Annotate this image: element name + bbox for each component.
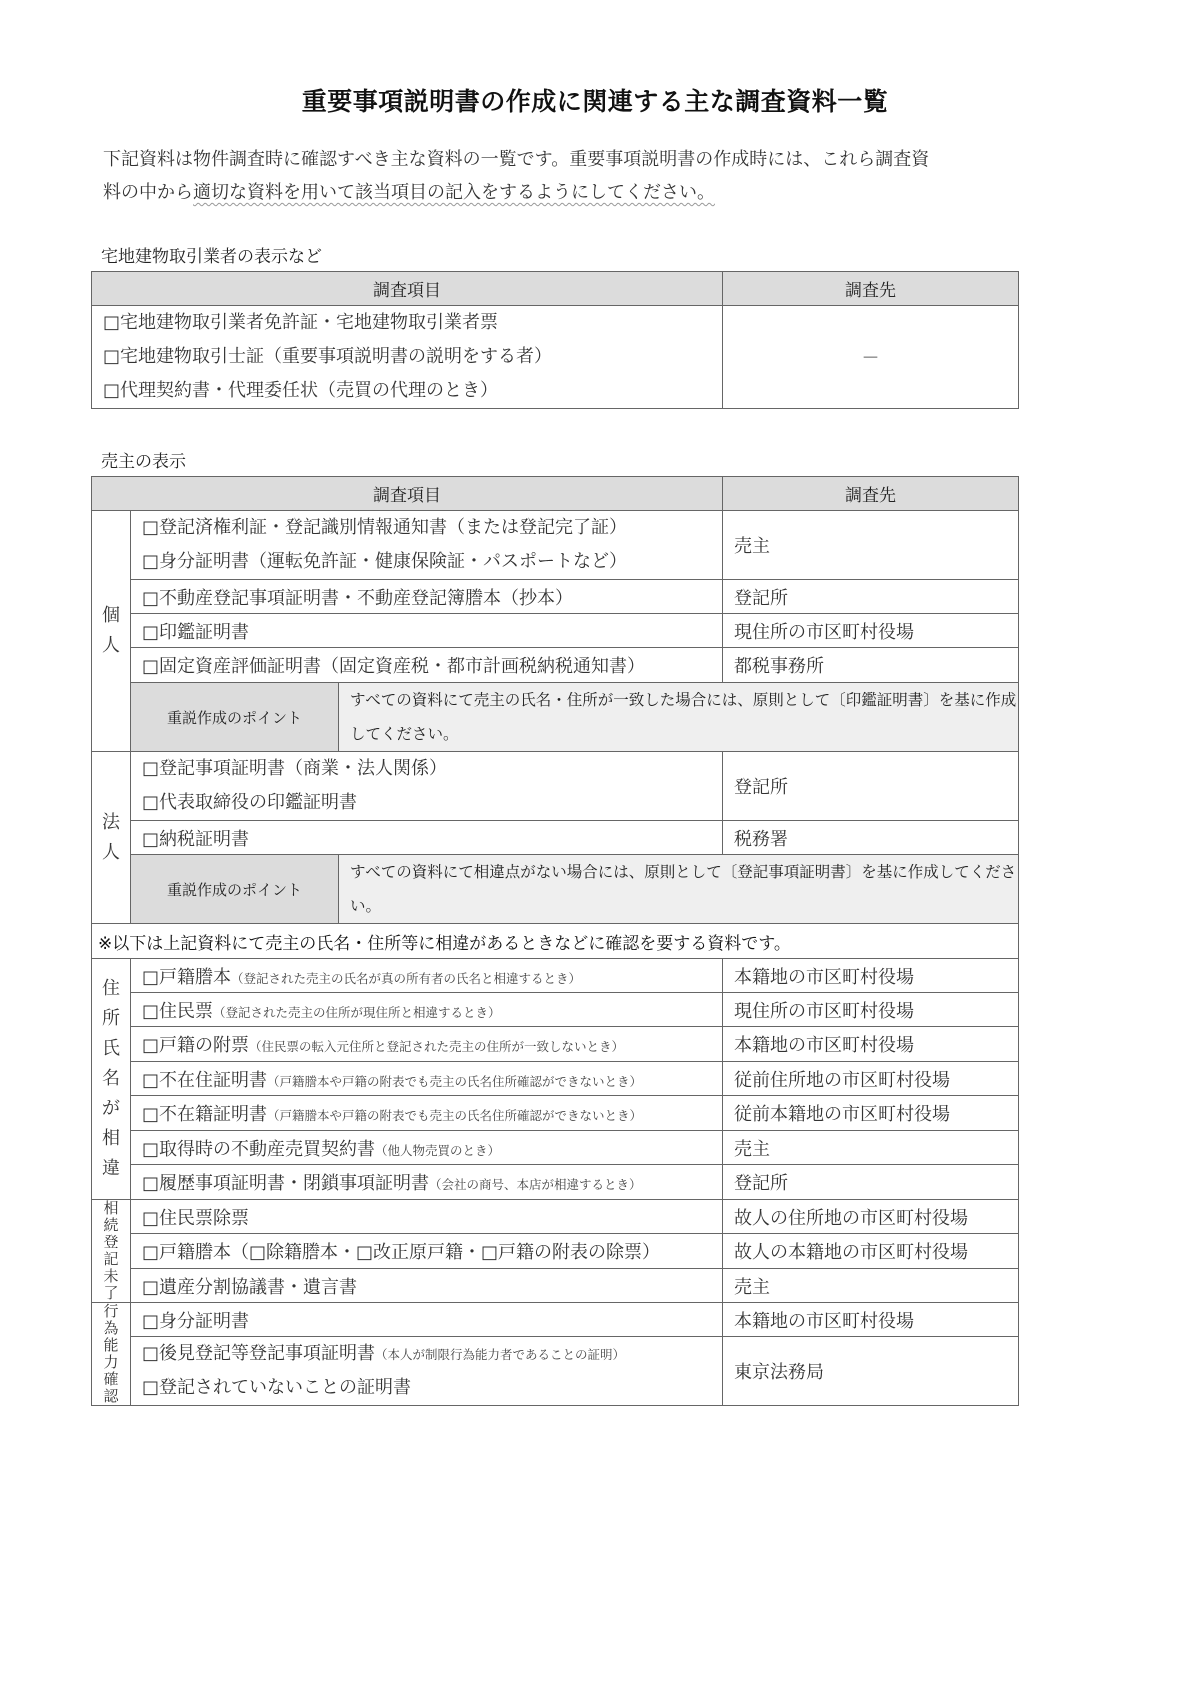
item-label: 登記事項証明書（商業・法人関係）: [159, 758, 448, 779]
checklist-item[interactable]: [142, 752, 722, 786]
checkbox-icon[interactable]: □: [103, 346, 121, 367]
table-row: [92, 580, 1019, 614]
checkbox-icon[interactable]: □: [142, 1069, 160, 1091]
table-row: [92, 1234, 1019, 1269]
item-label: 宅地建物取引士証（重要事項説明書の説明をする者）: [120, 346, 553, 367]
item-label: 住民票除票: [159, 1207, 250, 1229]
item-label: 登記済権利証・登記識別情報通知書（または登記完了証）: [159, 517, 628, 538]
checklist-item[interactable]: [142, 511, 722, 545]
table-row: [92, 993, 1019, 1027]
checkbox-icon[interactable]: □: [142, 517, 160, 538]
item-label: 代表取締役の印鑑証明書: [159, 792, 358, 813]
checkbox-icon[interactable]: □: [142, 551, 160, 572]
point-label: 重説作成のポイント: [131, 855, 339, 924]
group-label-char: が: [102, 1098, 120, 1119]
source-cell: 登記所: [723, 580, 1019, 614]
group-label-char: 記: [103, 1250, 119, 1268]
checkbox-icon[interactable]: □: [142, 758, 160, 779]
table-row: [92, 306, 1019, 409]
item-condition: （戸籍謄本や戸籍の附表でも売主の氏名住所確認ができないとき）: [267, 1108, 643, 1123]
seller-table: [91, 476, 1019, 1406]
checklist-item[interactable]: [131, 1131, 723, 1165]
group-label-inheritance: [92, 1200, 131, 1303]
group-label-char: 人: [102, 841, 120, 863]
group-label-char: 個: [102, 605, 120, 626]
group-label-char: 相: [103, 1199, 119, 1217]
table-row: [92, 1027, 1019, 1062]
item-label: 身分証明書: [159, 1310, 250, 1332]
item-label: 不在住証明書: [159, 1069, 268, 1091]
source-cell: 従前住所地の市区町村役場: [723, 1062, 1019, 1096]
group-label-char: 人: [102, 635, 120, 656]
table-row: [92, 511, 1019, 580]
checklist-item[interactable]: [142, 545, 722, 579]
section-label-seller: 売主の表示: [101, 452, 186, 472]
item-label: 遺産分割協議書・遺言書: [159, 1276, 358, 1298]
item-label: 登記されていないことの証明書: [159, 1377, 412, 1398]
header-item: 調査項目: [92, 272, 723, 306]
table-row: [92, 1200, 1019, 1234]
item-label: 取得時の不動産売買契約書: [159, 1138, 376, 1160]
group-label-char: 確: [103, 1370, 119, 1388]
item-condition: （本人が制限行為能力者であることの証明）: [375, 1347, 626, 1362]
checkbox-icon[interactable]: □: [142, 792, 160, 813]
checkbox-icon[interactable]: □: [142, 1104, 160, 1125]
group-label-char: 氏: [102, 1038, 120, 1059]
group-label-char: 所: [102, 1008, 120, 1029]
item-label: 納税証明書: [159, 828, 250, 850]
table-row: [92, 614, 1019, 648]
source-cell: 現住所の市区町村役場: [723, 614, 1019, 648]
item-cell: [131, 1337, 723, 1406]
header-source: 調査先: [723, 272, 1019, 306]
intro-line-2-prefix: 料の中から: [103, 182, 193, 203]
table-row: [92, 1062, 1019, 1096]
item-label: 戸籍の附票: [159, 1035, 250, 1056]
item-label: 履歴事項証明書・閉鎖事項証明書: [159, 1173, 430, 1194]
checklist-item[interactable]: [131, 1062, 723, 1096]
checkbox-icon[interactable]: □: [142, 621, 160, 643]
group-label-char: 名: [102, 1068, 120, 1089]
checkbox-icon[interactable]: □: [142, 656, 160, 677]
checklist-item[interactable]: [103, 374, 722, 408]
table-row: [92, 821, 1019, 855]
source-cell: 現住所の市区町村役場: [723, 993, 1019, 1027]
group-label-individual: [92, 511, 131, 752]
note-text: ※以下は上記資料にて売主の氏名・住所等に相違があるときなどに確認を要する資料です。: [92, 924, 1019, 959]
intro-underlined-instruction: 適切な資料を用いて該当項目の記入をするようにしてください。: [193, 182, 715, 203]
checklist-item[interactable]: [131, 614, 723, 648]
point-label: 重説作成のポイント: [131, 683, 339, 752]
item-condition: （登記された売主の住所が現住所と相違するとき）: [213, 1004, 501, 1020]
group-label-capacity: [92, 1303, 131, 1406]
checkbox-icon[interactable]: □: [142, 1207, 160, 1229]
point-row: [92, 683, 1019, 752]
item-label: 後見登記等登記事項証明書: [159, 1343, 376, 1364]
table-row: [92, 648, 1019, 683]
table-header-row: [92, 477, 1019, 511]
checklist-item[interactable]: [131, 1027, 723, 1062]
intro-line-1: 下記資料は物件調査時に確認すべき主な資料の一覧です。重要事項説明書の作成時には、これら調査資: [103, 149, 930, 170]
item-label: 身分証明書（運転免許証・健康保険証・パスポートなど）: [159, 551, 628, 572]
checkbox-icon[interactable]: □: [142, 1242, 160, 1263]
item-condition: （登記された売主の氏名が真の所有者の氏名と相違するとき）: [231, 970, 582, 986]
source-cell: 本籍地の市区町村役場: [723, 1027, 1019, 1062]
table-row: [92, 752, 1019, 821]
checklist-item[interactable]: [131, 1200, 723, 1234]
group-label-char: 未: [103, 1267, 119, 1285]
checklist-item[interactable]: [131, 1096, 723, 1131]
checklist-item[interactable]: [131, 993, 723, 1027]
checkbox-icon[interactable]: □: [142, 828, 160, 850]
note-row: [92, 924, 1019, 959]
group-label-char: 違: [102, 1158, 120, 1179]
checkbox-icon[interactable]: □: [142, 1343, 160, 1364]
page-title: 重要事項説明書の作成に関連する主な調査資料一覧: [301, 87, 889, 116]
point-text: すべての資料にて売主の氏名・住所が一致した場合には、原則として〔印鑑証明書〕を基に作成してください。: [339, 683, 1019, 752]
checkbox-icon[interactable]: □: [142, 1310, 160, 1332]
source-cell: 故人の住所地の市区町村役場: [723, 1200, 1019, 1234]
checkbox-icon[interactable]: □: [142, 1377, 160, 1398]
checklist-item[interactable]: [142, 1337, 722, 1371]
checkbox-icon[interactable]: □: [103, 380, 121, 401]
source-cell: 本籍地の市区町村役場: [723, 959, 1019, 993]
item-label: 戸籍謄本: [159, 966, 232, 988]
checkbox-icon[interactable]: □: [142, 1173, 160, 1194]
item-label: 代理契約書・代理委任状（売買の代理のとき）: [120, 380, 499, 401]
source-cell: 本籍地の市区町村役場: [723, 1303, 1019, 1337]
source-cell: 売主: [723, 1131, 1019, 1165]
licensee-table: [91, 271, 1019, 409]
table-row: [92, 1096, 1019, 1131]
table-row: [92, 1303, 1019, 1337]
checklist-item[interactable]: [142, 786, 722, 820]
table-row: [92, 1131, 1019, 1165]
item-cell: [92, 306, 723, 409]
checklist-item[interactable]: [131, 1269, 723, 1303]
checkbox-icon[interactable]: □: [103, 312, 121, 333]
item-label: 固定資産評価証明書（固定資産税・都市計画税納税通知書）: [159, 656, 646, 677]
intro-paragraph: [103, 143, 1023, 209]
table-row: [92, 1337, 1019, 1406]
checkbox-icon[interactable]: □: [142, 1000, 160, 1022]
source-cell: 東京法務局: [723, 1337, 1019, 1406]
header-source: 調査先: [723, 477, 1019, 511]
checkbox-icon[interactable]: □: [142, 1276, 160, 1298]
item-cell: [131, 752, 723, 821]
intro-line-2: [103, 176, 1023, 209]
checklist-item[interactable]: [131, 1303, 723, 1337]
table-row: [92, 1165, 1019, 1200]
header-item: 調査項目: [92, 477, 723, 511]
section-label-licensee: 宅地建物取引業者の表示など: [101, 247, 322, 267]
point-row: [92, 855, 1019, 924]
item-label: 宅地建物取引業者免許証・宅地建物取引業者票: [120, 312, 499, 333]
group-label-char: 相: [102, 1128, 120, 1149]
checklist-item[interactable]: [131, 648, 723, 683]
checkbox-icon[interactable]: □: [142, 587, 160, 609]
group-label-char: 法: [102, 811, 120, 833]
source-cell: －: [723, 306, 1019, 409]
checklist-item[interactable]: [131, 1234, 723, 1269]
item-condition: （会社の商号、本店が相違するとき）: [429, 1177, 642, 1192]
source-cell: 都税事務所: [723, 648, 1019, 683]
checklist-item[interactable]: [131, 959, 723, 993]
checklist-item[interactable]: [103, 340, 722, 374]
item-condition: （住民票の転入元住所と登記された売主の住所が一致しないとき）: [249, 1039, 625, 1054]
group-label-char: 了: [103, 1284, 119, 1302]
item-condition: （他人物売買のとき）: [375, 1142, 501, 1158]
item-label: 戸籍謄本（□除籍謄本・□改正原戸籍・□戸籍の附表の除票）: [159, 1242, 661, 1263]
checklist-item[interactable]: [131, 580, 723, 614]
group-label-char: 能: [103, 1336, 119, 1354]
checkbox-icon[interactable]: □: [142, 1035, 160, 1056]
source-cell: 売主: [723, 1269, 1019, 1303]
table-header-row: [92, 272, 1019, 306]
checklist-item[interactable]: [142, 1371, 722, 1405]
group-label-char: 住: [102, 978, 120, 999]
group-label-char: 行: [103, 1302, 119, 1320]
group-label-char: 認: [103, 1387, 119, 1405]
item-label: 住民票: [159, 1000, 214, 1022]
checklist-item[interactable]: [131, 1165, 723, 1200]
table-row: [92, 959, 1019, 993]
source-cell: 売主: [723, 511, 1019, 580]
source-cell: 従前本籍地の市区町村役場: [723, 1096, 1019, 1131]
item-cell: [131, 511, 723, 580]
group-label-char: 登: [103, 1233, 119, 1251]
source-cell: 登記所: [723, 1165, 1019, 1200]
checkbox-icon[interactable]: □: [142, 966, 160, 988]
item-label: 不在籍証明書: [159, 1104, 268, 1125]
group-label-corporate: [92, 752, 131, 924]
point-text: すべての資料にて相違点がない場合には、原則として〔登記事項証明書〕を基に作成してください。: [339, 855, 1019, 924]
source-cell: 故人の本籍地の市区町村役場: [723, 1234, 1019, 1269]
group-label-char: 為: [103, 1319, 119, 1337]
table-row: [92, 1269, 1019, 1303]
checklist-item[interactable]: [103, 306, 722, 340]
item-label: 不動産登記事項証明書・不動産登記簿謄本（抄本）: [159, 587, 574, 609]
group-label-char: 続: [103, 1216, 119, 1234]
source-cell: 税務署: [723, 821, 1019, 855]
source-cell: 登記所: [723, 752, 1019, 821]
checklist-item[interactable]: [131, 821, 723, 855]
item-label: 印鑑証明書: [159, 621, 250, 643]
checkbox-icon[interactable]: □: [142, 1138, 160, 1160]
group-label-char: 力: [103, 1353, 119, 1371]
group-label-mismatch: [92, 959, 131, 1200]
item-condition: （戸籍謄本や戸籍の附表でも売主の氏名住所確認ができないとき）: [267, 1073, 643, 1089]
